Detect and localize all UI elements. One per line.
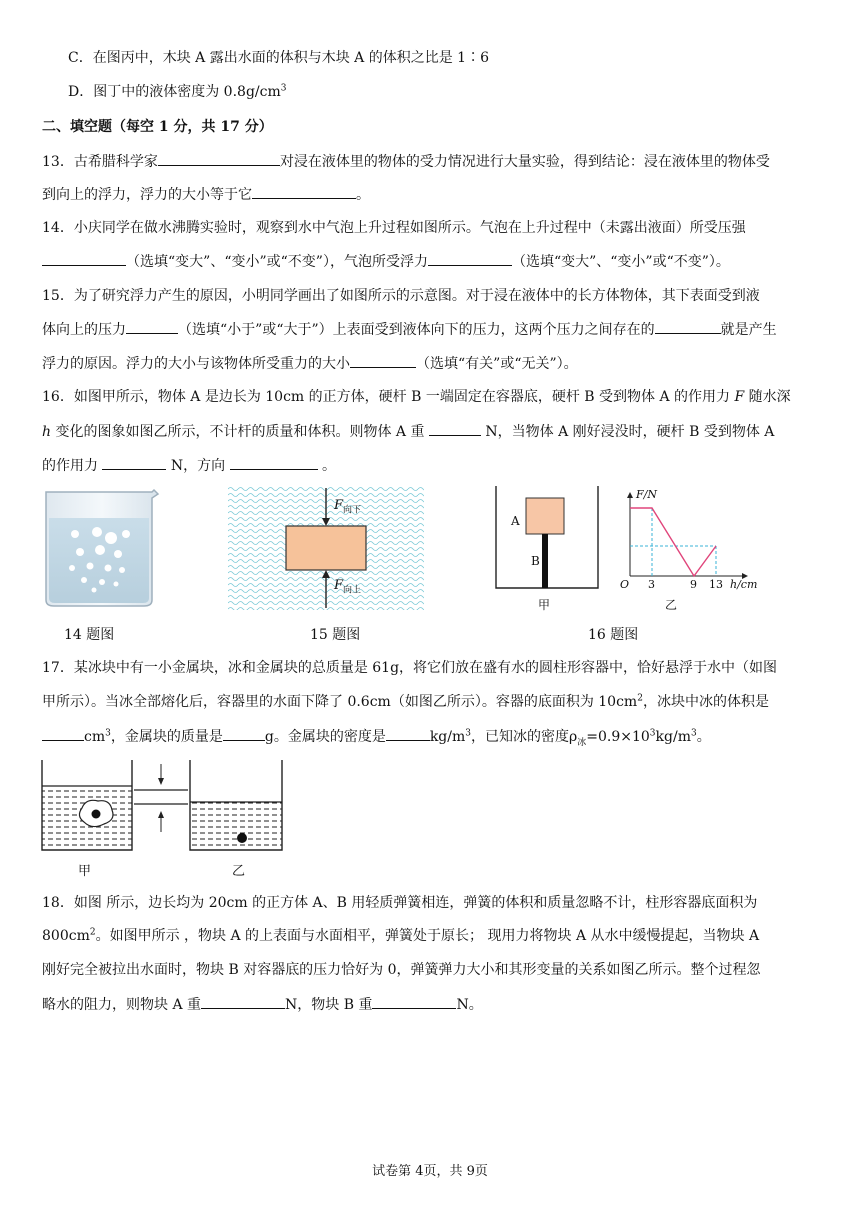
q17-sup: 3 bbox=[690, 728, 697, 739]
q17-text3e: ，已知冰的密度ρ bbox=[471, 729, 578, 745]
answer-blank[interactable] bbox=[429, 421, 481, 436]
question-13-line1 bbox=[42, 151, 820, 172]
q15-text6: （选填“有关”或“无关”）。 bbox=[416, 356, 578, 372]
force-up-sub: 向上 bbox=[343, 585, 362, 596]
figure-16-yi bbox=[618, 484, 788, 616]
answer-blank[interactable] bbox=[126, 319, 178, 334]
q14-text2: （选填“变大”、“变小”或“不变”），气泡所受浮力 bbox=[126, 254, 428, 270]
question-16-line3 bbox=[42, 455, 820, 476]
q17-text3a: cm bbox=[84, 729, 106, 745]
caption-15: 15 题图 bbox=[310, 627, 361, 643]
figure-15 bbox=[228, 486, 424, 610]
answer-blank[interactable] bbox=[252, 184, 356, 199]
answer-blank[interactable] bbox=[350, 353, 416, 368]
q17-sup: 2 bbox=[637, 693, 643, 704]
figure-17-jia-label: 甲 bbox=[78, 864, 92, 879]
q18-text4b: N，物块 B 重 bbox=[285, 997, 373, 1013]
q13-text3: 到向上的浮力，浮力的大小等于它 bbox=[42, 187, 252, 203]
figure-17-diagram bbox=[40, 758, 286, 854]
question-17-line1: 17．某冰块中有一小金属块，冰和金属块的总质量是 61g，将它们放在盛有水的圆柱形容器中，恰好悬浮于水中（如图 bbox=[42, 660, 778, 676]
q17-sup: 3 bbox=[465, 728, 471, 739]
force-down-label bbox=[334, 498, 362, 516]
q17-text3b: ，金属块的质量是 bbox=[110, 729, 223, 745]
question-13-line2 bbox=[42, 184, 820, 205]
force-curve bbox=[630, 508, 716, 576]
graph-tick-13: 13 bbox=[709, 578, 723, 591]
q17-text3h: kg/m bbox=[655, 729, 691, 745]
answer-blank[interactable] bbox=[42, 251, 126, 266]
q13-text1: 13．古希腊科学家 bbox=[42, 154, 158, 170]
q14-text3: （选填“变大”、“变小”或“不变”）。 bbox=[511, 254, 730, 270]
question-16-line1 bbox=[42, 387, 820, 407]
graph-tick-9: 9 bbox=[690, 578, 697, 591]
question-15-line1: 15．为了研究浮力产生的原因，小明同学画出了如图所示的示意图。对于浸在液体中的长方体物体，其下表面受到液 bbox=[42, 288, 760, 304]
q16-var-h: h bbox=[42, 424, 52, 440]
q18-text2b: 。如图甲所示 ，物块 A 的上表面与水面相平，弹簧处于原长； 现用力将物块 A 从水中缓慢提起，当物块 A bbox=[95, 928, 760, 944]
q17-sub-ice: 冰 bbox=[577, 737, 587, 748]
force-down-symbol: F bbox=[334, 498, 344, 513]
graph-y-label: F/N bbox=[636, 488, 657, 501]
answer-blank[interactable] bbox=[230, 455, 318, 470]
answer-blank[interactable] bbox=[372, 994, 456, 1009]
question-15-line3 bbox=[42, 353, 820, 374]
q16-text4: 的作用力 bbox=[42, 458, 103, 474]
option-d-text: D．图丁中的液体密度为 0.8g/cm bbox=[68, 84, 281, 100]
q17-text3i: 。 bbox=[696, 729, 711, 745]
question-15-line2 bbox=[42, 319, 820, 340]
figure-16-yi-label: 乙 bbox=[665, 598, 678, 612]
question-18-line1: 18．如图 所示，边长均为 20cm 的正方体 A、B 用轻质弹簧相连，弹簧的体积和质量忽略不计，柱形容器底面积为 bbox=[42, 895, 758, 911]
question-14-line2 bbox=[42, 251, 820, 272]
option-d bbox=[68, 82, 820, 102]
graph-tick-3: 3 bbox=[648, 578, 655, 591]
figure-17-yi-label: 乙 bbox=[232, 864, 246, 879]
question-14-line1: 14．小庆同学在做水沸腾实验时，观察到水中气泡上升过程如图所示。气泡在上升过程中（未露出液面）所受压强 bbox=[42, 220, 746, 236]
option-c: C．在图丙中，木块 A 露出水面的体积与木块 A 的体积之比是 1∶6 bbox=[68, 50, 489, 66]
section-heading: 二、填空题（每空 1 分，共 17 分） bbox=[42, 119, 273, 135]
answer-blank[interactable] bbox=[655, 319, 721, 334]
q17-text3c: g。金属块的密度是 bbox=[264, 729, 386, 745]
q18-sup: 2 bbox=[89, 927, 96, 938]
q16-text1-end: 随水深 bbox=[744, 389, 791, 405]
figure-14-beaker bbox=[40, 488, 160, 610]
q17-sup: 3 bbox=[105, 728, 111, 739]
q18-text4c: N。 bbox=[456, 997, 483, 1013]
q16-text5: N，方向 bbox=[166, 458, 230, 474]
figure-16-jia-label: 甲 bbox=[538, 598, 551, 612]
figure-16-jia bbox=[494, 484, 600, 614]
q16-text3: N，当物体 A 刚好浸没时，硬杆 B 受到物体 A bbox=[480, 424, 775, 440]
graph-x-label: h/cm bbox=[730, 578, 758, 591]
q13-text2: 对浸在液体里的物体的受力情况进行大量实验，得到结论：浸在液体里的物体受 bbox=[279, 154, 770, 170]
option-d-sup: 3 bbox=[280, 83, 287, 94]
force-down-sub: 向下 bbox=[343, 505, 362, 516]
answer-blank[interactable] bbox=[428, 251, 512, 266]
q16-text6: 。 bbox=[317, 458, 337, 474]
block-a-label: A bbox=[511, 514, 520, 528]
q18-text2a: 800cm bbox=[42, 928, 90, 944]
q16-var-f: F bbox=[734, 389, 745, 405]
question-17-line2 bbox=[42, 692, 820, 712]
q15-text3: （选填“小于”或“大于”）上表面受到液体向下的压力，这两个压力之间存在的 bbox=[178, 322, 655, 338]
question-16-line2 bbox=[42, 421, 820, 442]
q17-sup: 3 bbox=[649, 728, 656, 739]
graph-origin: O bbox=[620, 578, 630, 591]
answer-blank[interactable] bbox=[223, 726, 265, 741]
q18-text4a: 略水的阻力，则物块 A 重 bbox=[42, 997, 202, 1013]
answer-blank[interactable] bbox=[102, 455, 166, 470]
caption-14: 14 题图 bbox=[64, 627, 115, 643]
answer-blank[interactable] bbox=[386, 726, 430, 741]
force-up-symbol: F bbox=[334, 578, 344, 593]
figure-17 bbox=[40, 758, 286, 880]
q16-text1: 16．如图甲所示，物体 A 是边长为 10cm 的正方体，硬杆 B 一端固定在容器底，硬杆 B 受到物体 A 的作用力 bbox=[42, 389, 735, 405]
q15-text5: 浮力的原因。浮力的大小与该物体所受重力的大小 bbox=[42, 356, 350, 372]
q17-text2b: ，冰块中冰的体积是 bbox=[642, 694, 769, 710]
q15-text2: 体向上的压力 bbox=[42, 322, 126, 338]
caption-16: 16 题图 bbox=[588, 627, 639, 643]
rod-b-label: B bbox=[531, 554, 540, 568]
force-up-label bbox=[334, 578, 362, 596]
q16-text2: 变化的图象如图乙所示，不计杆的质量和体积。则物体 A 重 bbox=[51, 424, 429, 440]
q13-text4: 。 bbox=[356, 187, 370, 203]
answer-blank[interactable] bbox=[42, 726, 84, 741]
q17-text3d: kg/m bbox=[429, 729, 466, 745]
q15-text4: 就是产生 bbox=[720, 322, 777, 338]
figure-16-jia-diagram bbox=[494, 484, 600, 594]
question-18-line4 bbox=[42, 994, 820, 1015]
question-18-line3: 刚好完全被拉出水面时，物块 B 对容器底的压力恰好为 0，弹簧弹力大小和其形变量的关系如图乙所示。整个过程忽 bbox=[42, 962, 761, 978]
answer-blank[interactable] bbox=[158, 151, 280, 166]
figure-15-diagram bbox=[228, 486, 424, 610]
q17-text3g: =0.9×10 bbox=[586, 729, 650, 745]
answer-blank[interactable] bbox=[201, 994, 285, 1009]
q17-text2a: 甲所示）。当冰全部熔化后，容器里的水面下降了 0.6cm（如图乙所示）。容器的底面积为 10cm bbox=[42, 694, 638, 710]
question-17-line3 bbox=[42, 726, 820, 747]
question-18-line2 bbox=[42, 926, 820, 946]
page-footer: 试卷第 4页，共 9页 bbox=[372, 1164, 488, 1179]
